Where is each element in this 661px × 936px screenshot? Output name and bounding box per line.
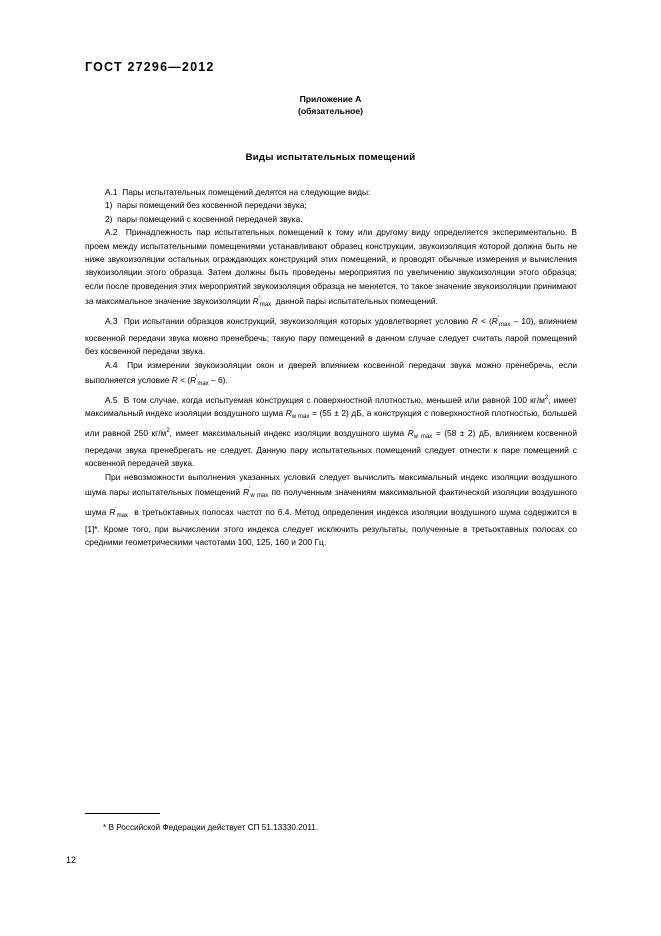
paragraph-a1: А.1 Пары испытательных помещений делятся на следующие виды: bbox=[105, 187, 371, 197]
paragraph-a5-cont: При невозможности выполнения указанных условий следует вычислить максимальный индекс изоляции воздушного шума пары испытательных помещений $R'_{w max}$ по полученным значениям максимальной фактической изоляции воздушного шума $R'_{max}$ в третьоктавных полосах частот по 6.4. Метод определения индекса изоляции воздушного шума содержится в [1]*. Кроме того, при вычислении этого индекса следует исключить результаты, полученные в третьоктавных полосах со средними геометрическими частотами 100, 125, 160 и 200 Гц. bbox=[85, 471, 578, 548]
paragraph-a4: А.4 При измерении звукоизоляции окон и дверей влиянием косвенной передачи звука можно пренебречь, если выполняется условие $R < (R'_{max} - 6)$. bbox=[85, 359, 577, 388]
paragraph-a5: А.5 В том случае, когда испытуемая конструкция с поверхностной плотностью, меньшей или равной 100 $кг/м^2$, имеет максимальный индекс изоляции воздушного шума $R_{w max} = (55 \pm 2)$ дБ, а конструкция с поверхностной плотностью, большей или равной 250 $кг/м^2$, имеет максимальный индекс изоляции воздушного шума $R_{w max} = (58 \pm 2)$ дБ, влиянием косвенной передачи звука пренебрегать не следует. Данную пару испытательных помещений следует отнести к паре помещений с косвенной передачей звука. bbox=[85, 394, 577, 469]
header-standard-code: ГОСТ 27296—2012 bbox=[85, 60, 215, 74]
page-title: Виды испытательных помещений bbox=[245, 152, 416, 163]
page-header bbox=[85, 60, 215, 74]
paragraph-a3: А.3 При испытании образцов конструкций, звукоизоляция которых удовлетворяет условию $R < (R'_{max} - 10)$, влиянием косвенной передачи звука можно пренебречь; такую пару помещений в данном случае следует считать парой помещений без косвенной передачи звука. bbox=[85, 315, 577, 357]
list-item-2: 2) пары помещений с косвенной передачей звука. bbox=[105, 213, 303, 224]
annex-label: Приложение А bbox=[299, 94, 362, 104]
footnote-text: * В Российской Федерации действует СП 51.13330.2011. bbox=[103, 823, 319, 832]
annex-sublabel: (обязательное) bbox=[297, 106, 364, 117]
body-text bbox=[85, 186, 577, 550]
annex-heading bbox=[0, 93, 661, 118]
page-number: 12 bbox=[66, 855, 77, 865]
list-item-1: 1) пары помещений без косвенной передачи звука; bbox=[105, 200, 307, 211]
paragraph-a2: А.2 Принадлежность пар испытательных помещений к тому или другому виду определяется экспериментально. В проем между испытательными помещениями устанавливают образец конструкции, звукоизоляция которой должна быть не ниже звукоизоляции остальных ограждающих конструкций этих помещений, и проводят обычные измерения и вычисления звукоизоляции этого образца. Затем должны быть проведены мероприятия по увеличению звукоизоляции этого образца; если после проведения этих мероприятий звукоизоляция образца не меняется, то такое значение звукоизоляции принимают за максимальное значение звукоизоляции $R'_{max}$ данной пары испытательных помещений. bbox=[85, 227, 577, 309]
footnote-divider bbox=[85, 813, 160, 814]
